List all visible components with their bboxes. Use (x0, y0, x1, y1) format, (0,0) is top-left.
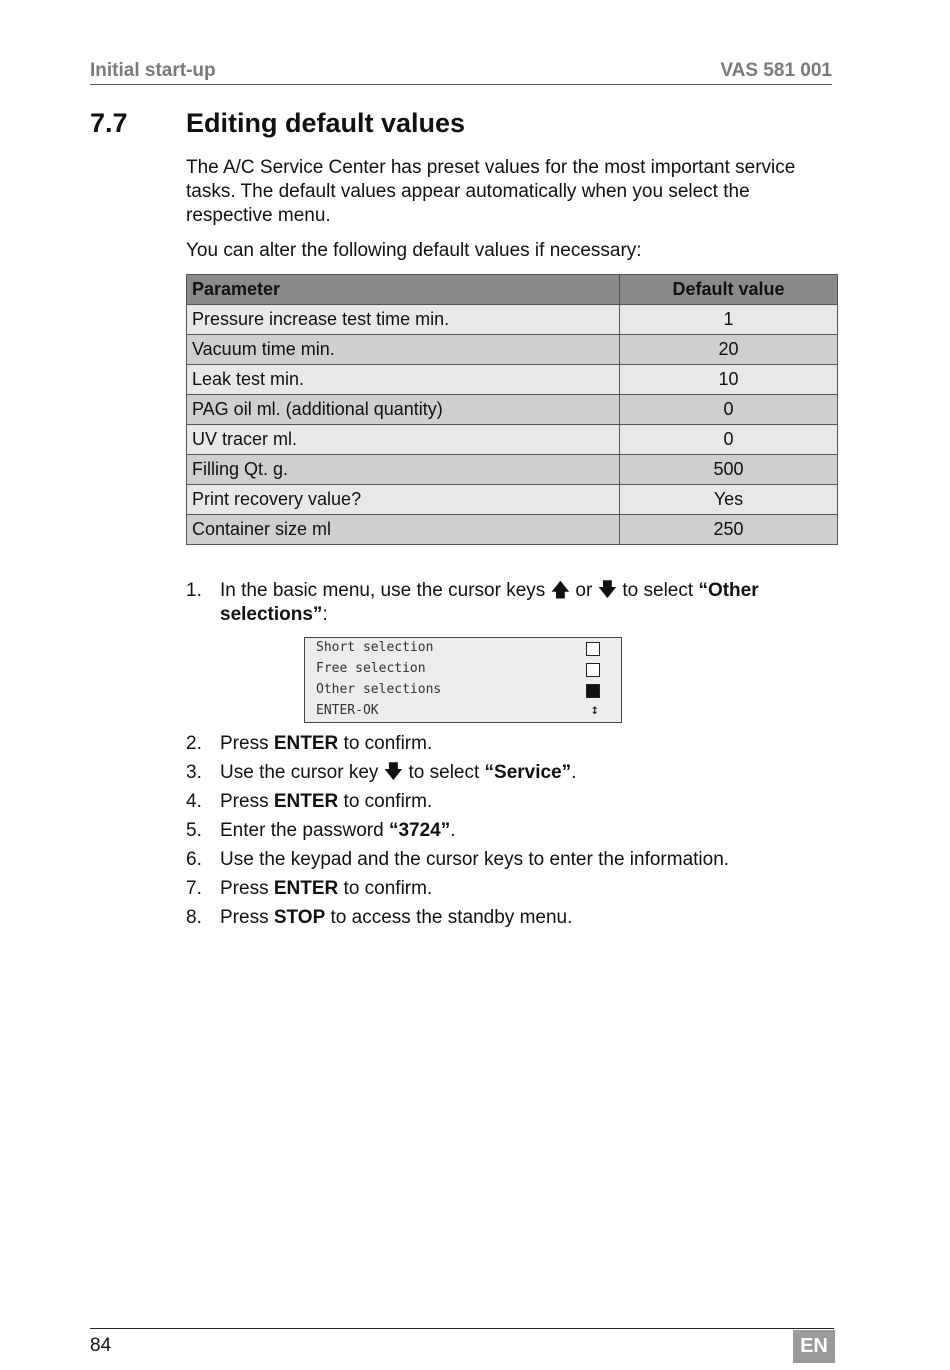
step-text: to select (403, 762, 485, 783)
parameter-cell: UV tracer ml. (187, 425, 620, 455)
value-cell: 10 (620, 365, 838, 395)
step-text: Press (220, 791, 274, 812)
column-header-default-value: Default value (620, 275, 838, 305)
step-number: 7. (186, 878, 202, 899)
cursor-up-arrow-icon: 🡅 (550, 580, 571, 601)
step-bold-text: ENTER (273, 878, 339, 899)
step-bold-text: “Service” (484, 762, 572, 783)
value-cell: Yes (620, 485, 838, 515)
step-text: Use the cursor key (220, 762, 384, 783)
lcd-display (304, 637, 622, 723)
page-number: 84 (90, 1335, 112, 1356)
step-text: or (570, 580, 598, 601)
value-cell: 250 (620, 515, 838, 545)
value-cell: 1 (620, 305, 838, 335)
section-number: 7.7 (90, 108, 128, 138)
lcd-row-free-selection (316, 659, 606, 680)
intro-paragraph: The A/C Service Center has preset values for the most important service tasks. The default values appear automatically when you select the respective menu. (186, 157, 796, 226)
column-header-parameter: Parameter (187, 275, 620, 305)
step-text: Press (220, 907, 274, 928)
section-title: Editing default values (186, 108, 466, 138)
lcd-row-label: Short selection (316, 640, 434, 655)
lcd-row-label: ENTER-OK (316, 703, 379, 718)
steps-list (186, 732, 838, 935)
step-text: In the basic menu, use the cursor keys (220, 580, 551, 601)
step-text: . (571, 762, 577, 783)
value-cell: 0 (620, 395, 838, 425)
lcd-row-enter-ok (316, 701, 606, 722)
step-number: 8. (186, 907, 202, 928)
lcd-row-other-selections (316, 680, 606, 701)
step-bold-text: “Other selections” (220, 580, 759, 625)
step-1 (186, 579, 838, 627)
table-row (187, 515, 838, 545)
value-cell: 20 (620, 335, 838, 365)
step-text: . (450, 820, 456, 841)
step-text: : (322, 604, 328, 625)
alter-values-paragraph: You can alter the following default values if necessary: (186, 240, 642, 261)
parameter-cell: PAG oil ml. (additional quantity) (187, 395, 620, 425)
step-text: to select (617, 580, 699, 601)
step-4 (186, 790, 838, 819)
step-number: 2. (186, 733, 202, 754)
step-7 (186, 877, 838, 906)
table-row (187, 365, 838, 395)
lcd-row-short-selection (316, 638, 606, 659)
table-row (187, 425, 838, 455)
step-text: to confirm. (338, 791, 433, 812)
lcd-row-label: Free selection (316, 661, 426, 676)
footer-divider (90, 1328, 834, 1329)
parameter-cell: Pressure increase test time min. (187, 305, 620, 335)
table-row (187, 485, 838, 515)
table-row (187, 455, 838, 485)
up-down-arrow-icon: ↕ (590, 702, 599, 718)
chapter-label: Initial start-up (90, 60, 216, 81)
table-row (187, 335, 838, 365)
step-bold-text: STOP (273, 907, 326, 928)
step-text: to access the standby menu. (325, 907, 573, 928)
step-text: Use the keypad and the cursor keys to enter the information. (220, 849, 730, 870)
step-text: to confirm. (338, 733, 433, 754)
page-header (90, 60, 832, 85)
step-8 (186, 906, 838, 935)
step-2 (186, 732, 838, 761)
checkbox-filled-icon (586, 684, 600, 698)
step-bold-text: ENTER (273, 791, 339, 812)
step-text: Enter the password (220, 820, 389, 841)
table-header-row (187, 275, 838, 305)
step-number: 5. (186, 820, 202, 841)
table-row (187, 395, 838, 425)
step-number: 6. (186, 849, 202, 870)
parameter-cell: Container size ml (187, 515, 620, 545)
cursor-down-arrow-icon: 🡇 (597, 580, 618, 601)
step-6 (186, 848, 838, 877)
parameter-cell: Vacuum time min. (187, 335, 620, 365)
checkbox-empty-icon (586, 663, 600, 677)
product-code: VAS 581 001 (720, 60, 832, 81)
parameter-cell: Filling Qt. g. (187, 455, 620, 485)
language-badge: EN (793, 1330, 835, 1363)
step-3 (186, 761, 838, 790)
step-5 (186, 819, 838, 848)
cursor-down-arrow-icon: 🡇 (383, 762, 404, 783)
parameter-cell: Print recovery value? (187, 485, 620, 515)
step-text: Press (220, 878, 274, 899)
checkbox-empty-icon (586, 642, 600, 656)
table-row (187, 305, 838, 335)
lcd-row-label: Other selections (316, 682, 442, 697)
value-cell: 500 (620, 455, 838, 485)
step-bold-text: ENTER (273, 733, 339, 754)
default-values-table (186, 274, 838, 545)
value-cell: 0 (620, 425, 838, 455)
parameter-cell: Leak test min. (187, 365, 620, 395)
step-text: Press (220, 733, 274, 754)
step-number: 3. (186, 762, 202, 783)
step-bold-text: “3724” (388, 820, 451, 841)
step-text: to confirm. (338, 878, 433, 899)
step-number: 1. (186, 580, 202, 601)
step-number: 4. (186, 791, 202, 812)
